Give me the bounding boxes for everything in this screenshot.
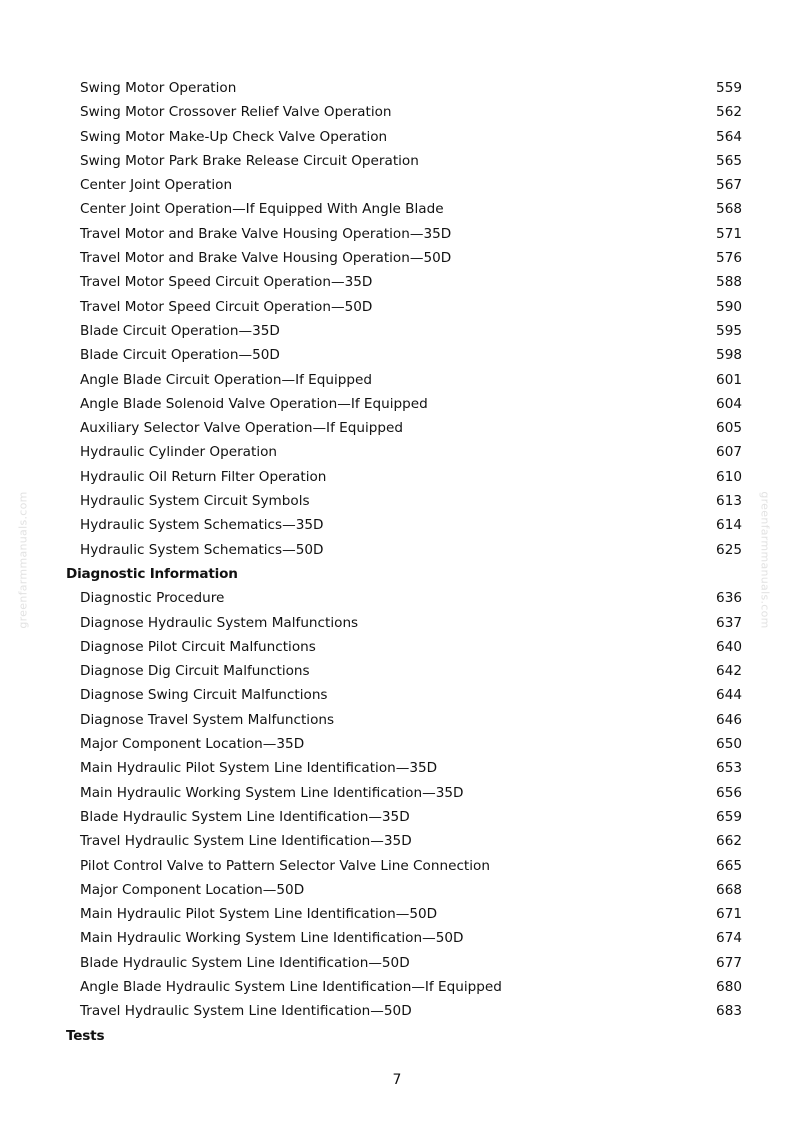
toc-entry[interactable] (0, 756, 794, 780)
toc-entry[interactable] (0, 781, 794, 805)
toc-entry[interactable] (0, 319, 794, 343)
entry-page-number: 636 (716, 590, 742, 607)
entry-page-number: 613 (716, 493, 742, 510)
entry-title: Main Hydraulic Working System Line Identification—35D (80, 784, 464, 801)
entry-title: Auxiliary Selector Valve Operation—If Equipped (80, 420, 404, 437)
entry-title: Travel Hydraulic System Line Identification—50D (80, 1003, 412, 1020)
toc-entry[interactable] (0, 465, 794, 489)
toc-entry[interactable] (0, 100, 794, 124)
toc-entry[interactable] (0, 586, 794, 610)
entry-page-number: 662 (716, 833, 742, 850)
entry-page-number: 614 (716, 517, 742, 534)
entry-title: Hydraulic Cylinder Operation (80, 444, 278, 461)
entry-page-number: 637 (716, 614, 742, 631)
toc-entry[interactable] (0, 999, 794, 1023)
entry-title: Swing Motor Park Brake Release Circuit Operation (80, 152, 419, 169)
entry-title: Major Component Location—35D (80, 736, 305, 753)
entry-page-number: 640 (716, 638, 742, 655)
page-number: 7 (392, 1072, 402, 1088)
section-title: Tests (66, 1027, 105, 1044)
entry-page-number: 565 (716, 152, 742, 169)
entry-title: Blade Circuit Operation—50D (80, 347, 280, 364)
toc-section-heading (0, 562, 794, 586)
entry-page-number: 590 (716, 298, 742, 315)
entry-title: Blade Circuit Operation—35D (80, 322, 280, 339)
entry-page-number: 650 (716, 736, 742, 753)
entry-page-number: 674 (716, 930, 742, 947)
toc-entry[interactable] (0, 975, 794, 999)
toc-entry[interactable] (0, 368, 794, 392)
entry-title: Swing Motor Operation (80, 80, 237, 96)
entry-title: Blade Hydraulic System Line Identification—35D (80, 808, 410, 825)
entry-page-number: 567 (716, 177, 742, 194)
entry-title: Hydraulic System Circuit Symbols (80, 493, 310, 510)
entry-page-number: 683 (716, 1003, 742, 1020)
entry-page-number: 595 (716, 322, 742, 339)
entry-title: Main Hydraulic Working System Line Identification—50D (80, 930, 464, 947)
entry-title: Center Joint Operation—If Equipped With Angle Blade (80, 201, 444, 218)
entry-page-number: 604 (716, 395, 742, 412)
toc-entry[interactable] (0, 295, 794, 319)
entry-title: Angle Blade Circuit Operation—If Equipped (80, 371, 373, 388)
toc-entry[interactable] (0, 173, 794, 197)
entry-title: Hydraulic System Schematics—50D (80, 541, 324, 558)
entry-title: Main Hydraulic Pilot System Line Identification—50D (80, 906, 438, 923)
entry-page-number: 564 (716, 128, 742, 145)
entry-title: Travel Hydraulic System Line Identification—35D (80, 833, 412, 850)
toc-entry[interactable] (0, 197, 794, 221)
toc-entry[interactable] (0, 440, 794, 464)
entry-page-number: 559 (716, 80, 742, 96)
entry-page-number: 680 (716, 978, 742, 995)
watermark-left: greenfarmmanuals.com (16, 491, 30, 629)
entry-page-number: 659 (716, 808, 742, 825)
entry-title: Main Hydraulic Pilot System Line Identification—35D (80, 760, 438, 777)
toc-entry[interactable] (0, 416, 794, 440)
entry-title: Hydraulic System Schematics—35D (80, 517, 324, 534)
entry-title: Travel Motor and Brake Valve Housing Operation—50D (80, 250, 452, 267)
entry-title: Diagnose Hydraulic System Malfunctions (80, 614, 359, 631)
toc-entry[interactable] (0, 149, 794, 173)
toc-entry[interactable] (0, 125, 794, 149)
toc-entry[interactable] (0, 513, 794, 537)
entry-page-number: 671 (716, 906, 742, 923)
entry-page-number: 642 (716, 663, 742, 680)
toc-entry[interactable] (0, 732, 794, 756)
entry-title: Diagnose Swing Circuit Malfunctions (80, 687, 328, 704)
entry-title: Diagnostic Procedure (80, 590, 225, 607)
entry-page-number: 656 (716, 784, 742, 801)
entry-page-number: 677 (716, 954, 742, 971)
toc-entry[interactable] (0, 829, 794, 853)
entry-page-number: 646 (716, 711, 742, 728)
toc-entry[interactable] (0, 489, 794, 513)
entry-title: Travel Motor Speed Circuit Operation—35D (80, 274, 373, 291)
toc-entry[interactable] (0, 926, 794, 950)
toc-entry[interactable] (0, 392, 794, 416)
watermark-right: greenfarmmanuals.com (758, 491, 772, 629)
toc-entry[interactable] (0, 76, 794, 100)
toc-entry[interactable] (0, 854, 794, 878)
entry-page-number: 607 (716, 444, 742, 461)
toc-section-heading (0, 1024, 794, 1048)
entry-title: Hydraulic Oil Return Filter Operation (80, 468, 327, 485)
toc-entry[interactable] (0, 270, 794, 294)
entry-title: Swing Motor Crossover Relief Valve Operation (80, 104, 392, 121)
entry-title: Travel Motor Speed Circuit Operation—50D (80, 298, 373, 315)
toc-entry[interactable] (0, 246, 794, 270)
entry-page-number: 665 (716, 857, 742, 874)
entry-title: Pilot Control Valve to Pattern Selector Valve Line Connection (80, 857, 490, 874)
toc-entry[interactable] (0, 343, 794, 367)
toc-entry[interactable] (0, 659, 794, 683)
toc-entry[interactable] (0, 683, 794, 707)
entry-title: Angle Blade Hydraulic System Line Identification—If Equipped (80, 978, 502, 995)
section-title: Diagnostic Information (66, 565, 238, 582)
entry-title: Center Joint Operation (80, 177, 233, 194)
entry-title: Diagnose Dig Circuit Malfunctions (80, 663, 310, 680)
toc-entry[interactable] (0, 222, 794, 246)
toc-entry[interactable] (0, 878, 794, 902)
entry-page-number: 644 (716, 687, 742, 704)
entry-page-number: 598 (716, 347, 742, 364)
entry-page-number: 571 (716, 225, 742, 242)
entry-title: Major Component Location—50D (80, 881, 305, 898)
toc-entry[interactable] (0, 538, 794, 562)
toc-entry[interactable] (0, 635, 794, 659)
entry-page-number: 568 (716, 201, 742, 218)
entry-title: Swing Motor Make-Up Check Valve Operation (80, 128, 388, 145)
entry-page-number: 653 (716, 760, 742, 777)
entry-title: Angle Blade Solenoid Valve Operation—If Equipped (80, 395, 428, 412)
entry-page-number: 601 (716, 371, 742, 388)
entry-page-number: 625 (716, 541, 742, 558)
entry-page-number: 562 (716, 104, 742, 121)
toc-entry[interactable] (0, 611, 794, 635)
toc-entry[interactable] (0, 951, 794, 975)
entry-page-number: 588 (716, 274, 742, 291)
entry-page-number: 610 (716, 468, 742, 485)
entry-page-number: 605 (716, 420, 742, 437)
entry-title: Travel Motor and Brake Valve Housing Operation—35D (80, 225, 452, 242)
toc-entry[interactable] (0, 805, 794, 829)
entry-page-number: 668 (716, 881, 742, 898)
toc-entry[interactable] (0, 708, 794, 732)
entry-title: Diagnose Travel System Malfunctions (80, 711, 335, 728)
toc-entry[interactable] (0, 902, 794, 926)
table-of-contents (0, 76, 794, 1048)
entry-title: Diagnose Pilot Circuit Malfunctions (80, 638, 316, 655)
entry-title: Blade Hydraulic System Line Identification—50D (80, 954, 410, 971)
entry-page-number: 576 (716, 250, 742, 267)
